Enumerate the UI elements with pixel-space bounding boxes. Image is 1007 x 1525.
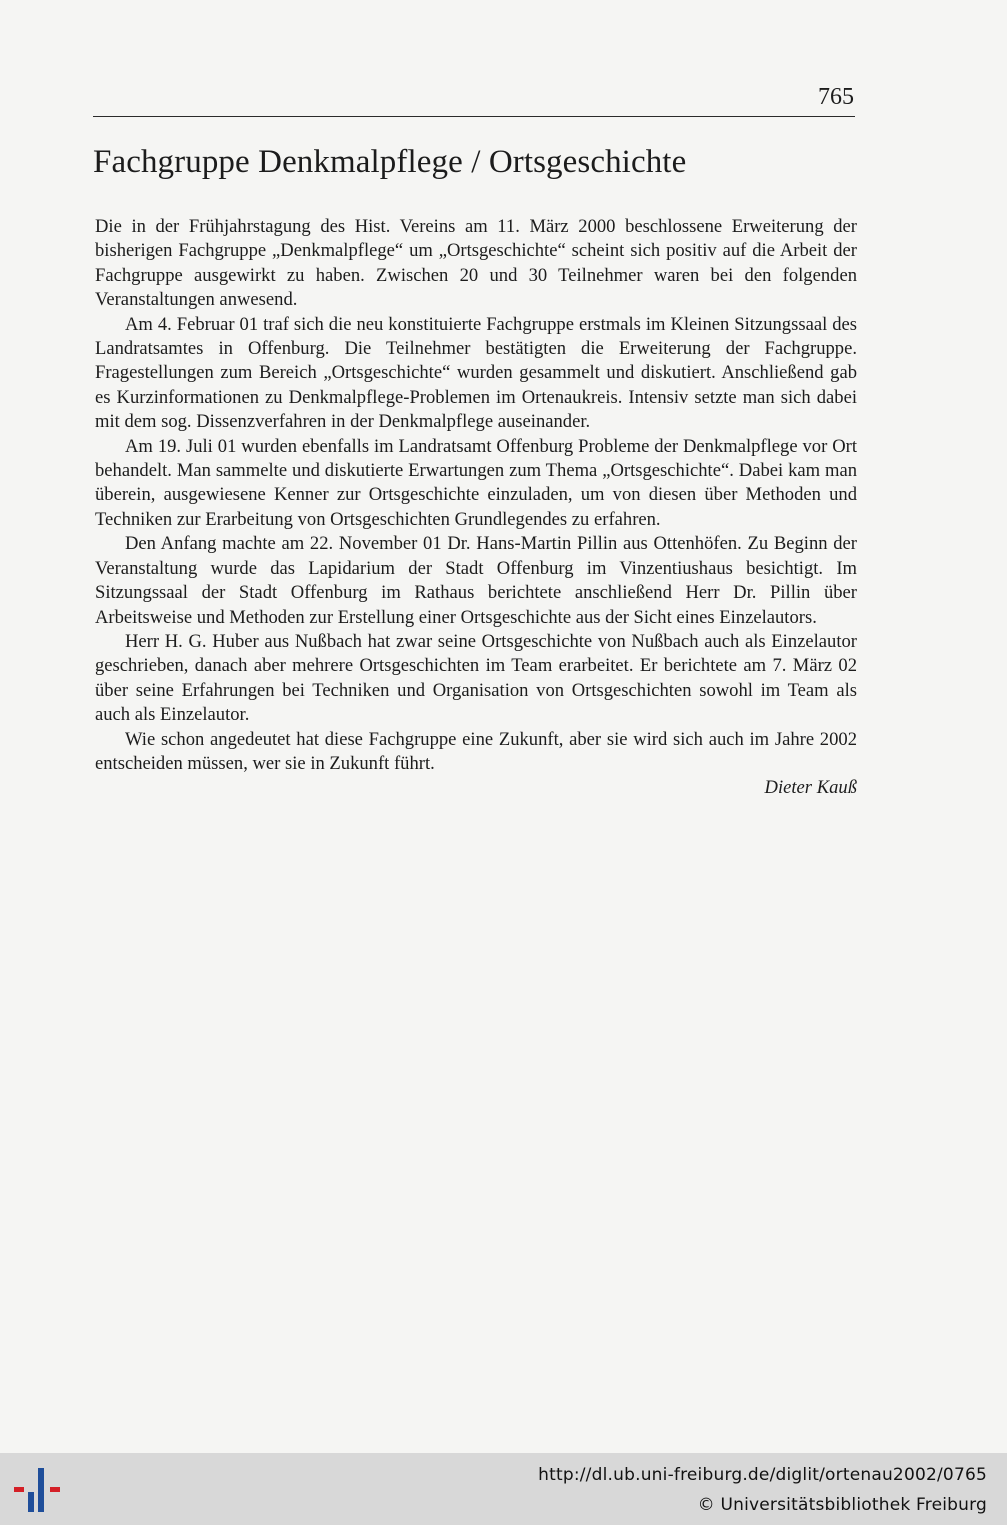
paragraph: Den Anfang machte am 22. November 01 Dr. Hans-Martin Pillin aus Ottenhöfen. Zu Beginn der Veranstaltung wurde das Lapidarium der Stadt Offenburg im Vinzentiushaus besichtigt. Im Sitzungssaal der Stadt Offenburg im Rathaus berichtete anschließend Herr Dr. Pillin über Arbeitsweise und Methoden zur Erstellung einer Ortsgeschichte aus der Sicht eines Einzelautors. — [95, 533, 857, 628]
paragraph: Am 4. Februar 01 traf sich die neu konstituierte Fachgruppe erstmals im Kleinen Sitzungssaal des Landratsamtes in Offenburg. Die Teilnehmer bestätigten die Erweiterung der Fachgruppe. Fragestellungen zum Bereich „Ortsgeschichte“ wurden gesammelt und diskutiert. Anschließend gab es Kurzinformationen zu Denkmalpflege-Problemen im Ortenaukreis. Intensiv setzte man sich dabei mit dem sog. Dissenzverfahren in der Denkmalpflege auseinander. — [95, 313, 857, 433]
viewer-footer — [0, 1453, 1007, 1525]
paragraph: Am 19. Juli 01 wurden ebenfalls im Landratsamt Offenburg Probleme der Denkmalpflege vor Ort behandelt. Man sammelte und diskutierte Erwartungen zum Thema „Ortsgeschichte“. Dabei kam man überein, ausgewiesene Kenner zur Ortsgeschichte einzuladen, um von diesen über Methoden und Techniken zur Erarbeitung von Ortsgeschichten Grundlegendes zu erfahren. — [95, 435, 857, 530]
paragraph: Wie schon angedeutet hat diese Fachgruppe eine Zukunft, aber sie wird sich auch im Jahre 2002 entscheiden müssen, wer sie in Zukunft führt. — [95, 728, 857, 774]
header-rule — [93, 116, 855, 117]
paragraph: Die in der Frühjahrstagung des Hist. Vereins am 11. März 2000 beschlossene Erweiterung der bisherigen Fachgruppe „Denkmalpflege“ um „Ortsgeschichte“ scheint sich positiv auf die Arbeit der Fachgruppe ausgewirkt zu haben. Zwischen 20 und 30 Teilnehmer waren bei den folgenden Veranstaltungen anwesend. — [95, 216, 857, 311]
document-url-link[interactable]: http://dl.ub.uni-freiburg.de/diglit/ortenau2002/0765 — [538, 1465, 987, 1485]
library-logo-icon — [10, 1465, 66, 1515]
article-title: Fachgruppe Denkmalpflege / Ortsgeschichte — [93, 144, 687, 180]
page-number: 765 — [818, 84, 854, 110]
author-signature: Dieter Kauß — [764, 777, 857, 799]
article-body — [95, 215, 857, 801]
paragraph: Herr H. G. Huber aus Nußbach hat zwar seine Ortsgeschichte von Nußbach auch als Einzelautor geschrieben, danach aber mehrere Ortsgeschichten im Team erarbeitet. Er berichtete am 7. März 02 über seine Erfahrungen bei Techniken und Organisation von Ortsgeschichten sowohl im Team als auch als Einzelautor. — [95, 630, 857, 726]
copyright-notice: © Universitätsbibliothek Freiburg — [697, 1495, 987, 1515]
